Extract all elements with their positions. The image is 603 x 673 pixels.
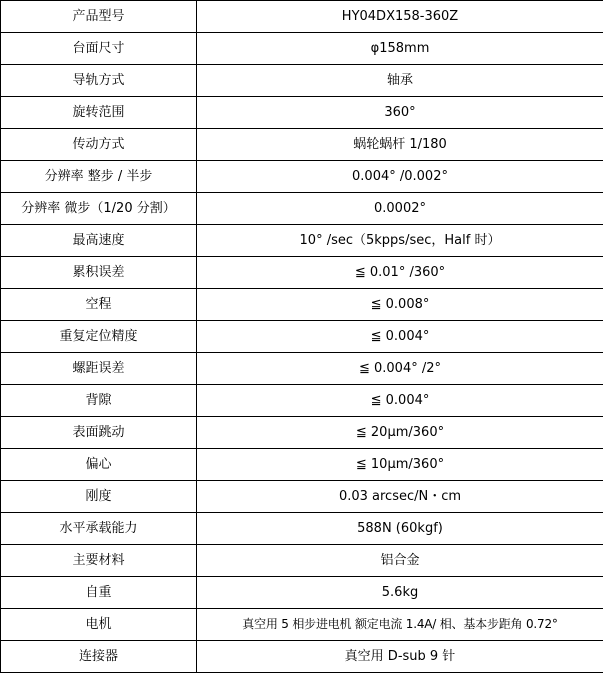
- spec-label: 偏心: [1, 449, 197, 481]
- spec-value: HY04DX158-360Z: [197, 1, 603, 33]
- table-row: [1, 353, 603, 385]
- spec-label: 连接器: [1, 641, 197, 673]
- spec-label: 重复定位精度: [1, 321, 197, 353]
- spec-label: 螺距误差: [1, 353, 197, 385]
- table-row: [1, 225, 603, 257]
- table-row: [1, 161, 603, 193]
- spec-label: 表面跳动: [1, 417, 197, 449]
- spec-label: 分辨率 微步（1/20 分割）: [1, 193, 197, 225]
- table-row: [1, 545, 603, 577]
- spec-value: ≦ 10μm/360°: [197, 449, 603, 481]
- spec-label: 导轨方式: [1, 65, 197, 97]
- spec-label: 台面尺寸: [1, 33, 197, 65]
- table-row: [1, 193, 603, 225]
- spec-value: φ158mm: [197, 33, 603, 65]
- table-row: [1, 65, 603, 97]
- spec-label: 电机: [1, 609, 197, 641]
- table-row: [1, 481, 603, 513]
- spec-label: 空程: [1, 289, 197, 321]
- spec-label: 产品型号: [1, 1, 197, 33]
- spec-label: 水平承载能力: [1, 513, 197, 545]
- spec-value: 蜗轮蜗杆 1/180: [197, 129, 603, 161]
- table-row: [1, 129, 603, 161]
- spec-value: 真空用 D-sub 9 针: [197, 641, 603, 673]
- table-row: [1, 289, 603, 321]
- spec-label: 传动方式: [1, 129, 197, 161]
- table-row: [1, 385, 603, 417]
- spec-value: 5.6kg: [197, 577, 603, 609]
- table-row: [1, 1, 603, 33]
- spec-value: 0.03 arcsec/N・cm: [197, 481, 603, 513]
- table-row: [1, 33, 603, 65]
- table-row: [1, 641, 603, 673]
- table-row: [1, 97, 603, 129]
- spec-label: 刚度: [1, 481, 197, 513]
- spec-value: 轴承: [197, 65, 603, 97]
- spec-label: 最高速度: [1, 225, 197, 257]
- table-row: [1, 257, 603, 289]
- spec-value: ≦ 0.004°: [197, 321, 603, 353]
- spec-value: ≦ 20μm/360°: [197, 417, 603, 449]
- table-row: [1, 577, 603, 609]
- spec-value: 360°: [197, 97, 603, 129]
- spec-label: 分辨率 整步 / 半步: [1, 161, 197, 193]
- spec-value: 真空用 5 相步进电机 额定电流 1.4A/ 相、基本步距角 0.72°: [197, 609, 603, 641]
- spec-value: 0.004° /0.002°: [197, 161, 603, 193]
- spec-value: ≦ 0.008°: [197, 289, 603, 321]
- spec-label: 自重: [1, 577, 197, 609]
- spec-label: 背隙: [1, 385, 197, 417]
- spec-value: 0.0002°: [197, 193, 603, 225]
- spec-label: 累积误差: [1, 257, 197, 289]
- spec-label: 主要材料: [1, 545, 197, 577]
- table-row: [1, 609, 603, 641]
- spec-value: 10° /sec（5kpps/sec，Half 时）: [197, 225, 603, 257]
- table-row: [1, 417, 603, 449]
- spec-label: 旋转范围: [1, 97, 197, 129]
- spec-value: 铝合金: [197, 545, 603, 577]
- spec-value: 588N (60kgf): [197, 513, 603, 545]
- table-row: [1, 449, 603, 481]
- spec-value: ≦ 0.004° /2°: [197, 353, 603, 385]
- spec-value: ≦ 0.01° /360°: [197, 257, 603, 289]
- table-row: [1, 513, 603, 545]
- table-row: [1, 321, 603, 353]
- spec-value: ≦ 0.004°: [197, 385, 603, 417]
